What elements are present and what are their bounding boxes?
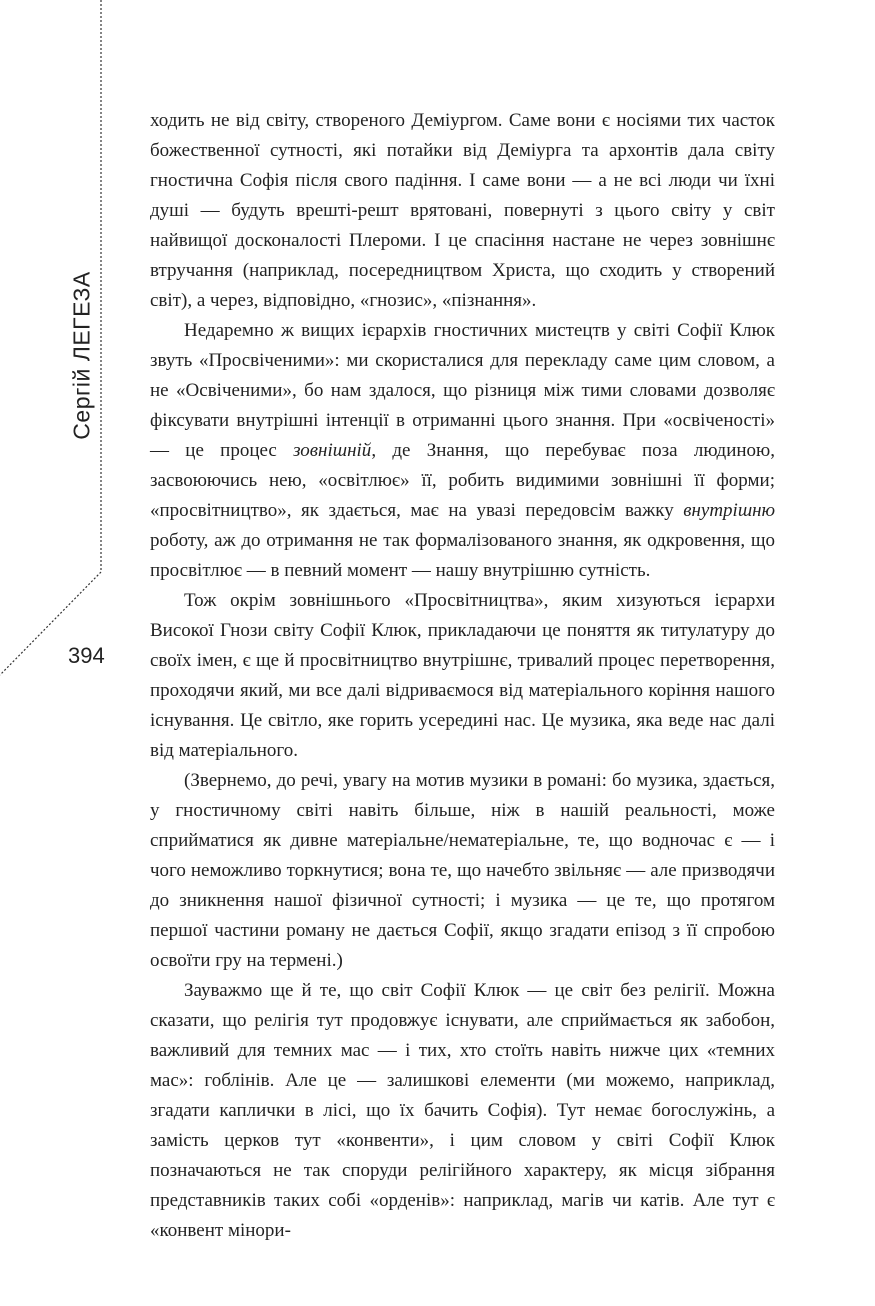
paragraph-p5 [150,976,775,1246]
paragraph-p2 [150,316,775,586]
italic-text: зовнішній [293,440,372,461]
text-segment: Зауважмо ще й те, що світ Софії Клюк — це світ без релігії. Можна сказати, що релігія тут продовжує існувати, але сприймається як забобон, важливий для темних мас — і тих, хто стоїть навіть нижче цих «темних мас»: гоблінів. Але це — залишкові елементи (ми можемо, наприклад, згадати каплички в лісі, що їх бачить Софія). Тут немає богослужінь, а замість церков тут «конвенти», і цим словом у світі Софії Клюк позначаються не так споруди релігійного характеру, як місця зібрання представників таких собі «орденів»: наприклад, магів чи катів. Але тут є «конвент мінори- [150,980,775,1241]
text-segment: , де Знання, що перебуває поза людиною, засвоюючись нею, «освітлює» її, робить видимими зовнішні її форми; «просвітництво», як здається, має на увазі передовсім важку [150,440,775,521]
paragraph-p4 [150,766,775,976]
author-running-head [62,265,102,445]
paragraph-p3 [150,586,775,766]
text-segment: Недаремно ж вищих ієрархів гностичних мистецтв у світі Софії Клюк звуть «Просвіченими»: ми скористалися для перекладу саме цим словом, а не «Освіченими», бо нам здалося, що різниця між тими словами дозволяє фіксувати внутрішні інтенції в отриманні цього знання. При «освіченості» — це процес [150,320,775,461]
text-segment: Тож окрім зовнішнього «Просвітництва», яким хизуються ієрархи Високої Гнози світу Софії Клюк, прикладаючи це поняття як титулатуру до своїх імен, є ще й просвітництво внутрішнє, тривалий процес перетворення, проходячи який, ми все далі відриваємося від матеріального коріння нашого існування. Це світло, яке горить усередині нас. Це музика, яка веде нас далі від матеріального. [150,590,775,761]
author-name: Сергій ЛЕГЕЗА [68,270,95,440]
text-segment: (Звернемо, до речі, увагу на мотив музики в романі: бо музика, здається, у гностичному світі навіть більше, ніж в нашій реальності, може сприйматися як дивне матеріальне/нематеріальне, те, що водночас є — і чого неможливо торкнутися; вона те, що начебто звільняє — але призводячи до зникнення нашої фізичної сутності; і музика — це те, що протягом першої частини роману не дається Софії, якщо згадати епізод з її спробою освоїти гру на термені.) [150,770,775,971]
body-text [150,106,775,1246]
text-segment: роботу, аж до отримання не так формалізованого знання, як одкровення, що просвітлює — в певний момент — нашу внутрішню сутність. [150,530,775,581]
italic-text: внутрішню [683,500,775,521]
paragraph-p1 [150,106,775,316]
page-number: 394 [68,643,105,668]
text-segment: ходить не від світу, створеного Деміургом. Саме вони є носіями тих часток божественної сутності, які потайки від Деміурга та архонтів дала світу гностична Софія після свого падіння. І саме вони — а не всі люди чи їхні душі — будуть врешті-решт врятовані, повернуті з цього світу у світ найвищої досконалості Плероми. І це спасіння настане не через зовнішнє втручання (наприклад, посередництвом Христа, що сходить у створений світ), а через, відповідно, «гнозис», «пізнання». [150,110,775,311]
